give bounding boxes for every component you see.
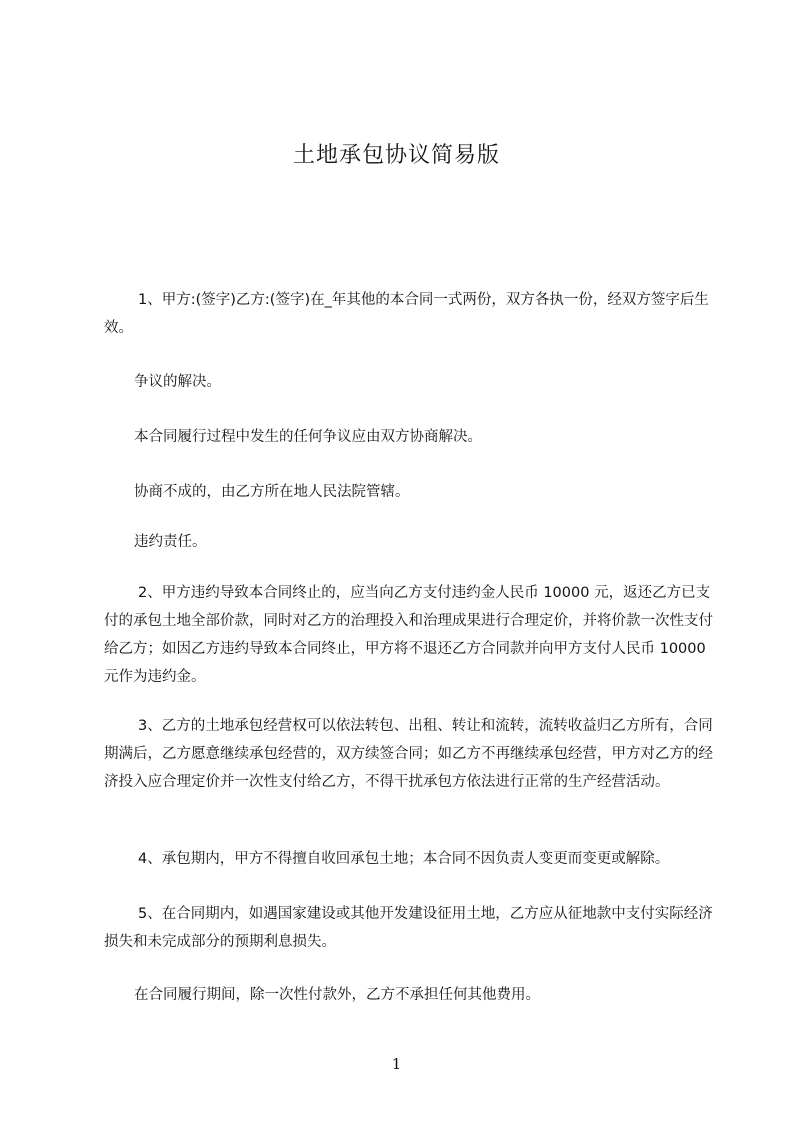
paragraph-clause-2: 2、甲方违约导致本合同终止的，应当向乙方支付违约金人民币 10000 元，返还乙方已支付的承包土地全部价款，同时对乙方的治理投入和治理成果进行合理定价，并将价款一次性支付给乙方；如因乙方违约导致本合同终止，甲方将不退还乙方合同款并向甲方支付人民币 10000 元作为违约金。 [104, 585, 713, 685]
paragraph-fees: 在合同履行期间，除一次性付款外，乙方不承担任何其他费用。 [134, 987, 540, 1003]
paragraph-clause-4: 4、承包期内，甲方不得擅自收回承包土地；本合同不因负责人变更而变更或解除。 [138, 851, 670, 867]
paragraph-clause-5: 5、在合同期内，如遇国家建设或其他开发建设征用土地，乙方应从征地款中支付实际经济损失和未完成部分的预期利息损失。 [104, 906, 713, 950]
paragraph-liability-heading: 违约责任。 [134, 534, 207, 550]
paragraph-dispute-heading: 争议的解决。 [134, 374, 221, 390]
document-title: 土地承包协议简易版 [292, 143, 500, 168]
page-number: 1 [391, 1055, 402, 1073]
paragraph-clause-3: 3、乙方的土地承包经营权可以依法转包、出租、转让和流转，流转收益归乙方所有，合同期满后，乙方愿意继续承包经营的，双方续签合同；如乙方不再继续承包经营，甲方对乙方的经济投入应合理定价并一次性支付给乙方，不得干扰承包方依法进行正常的生产经营活动。 [104, 718, 713, 790]
paragraph-signature-clause: 1、甲方:(签字)乙方:(签字)在_年其他的本合同一式两份，双方各执一份，经双方签字后生效。 [104, 292, 709, 336]
paragraph-dispute-court: 协商不成的，由乙方所在地人民法院管辖。 [134, 484, 410, 500]
paragraph-dispute-negotiation: 本合同履行过程中发生的任何争议应由双方协商解决。 [134, 429, 482, 445]
